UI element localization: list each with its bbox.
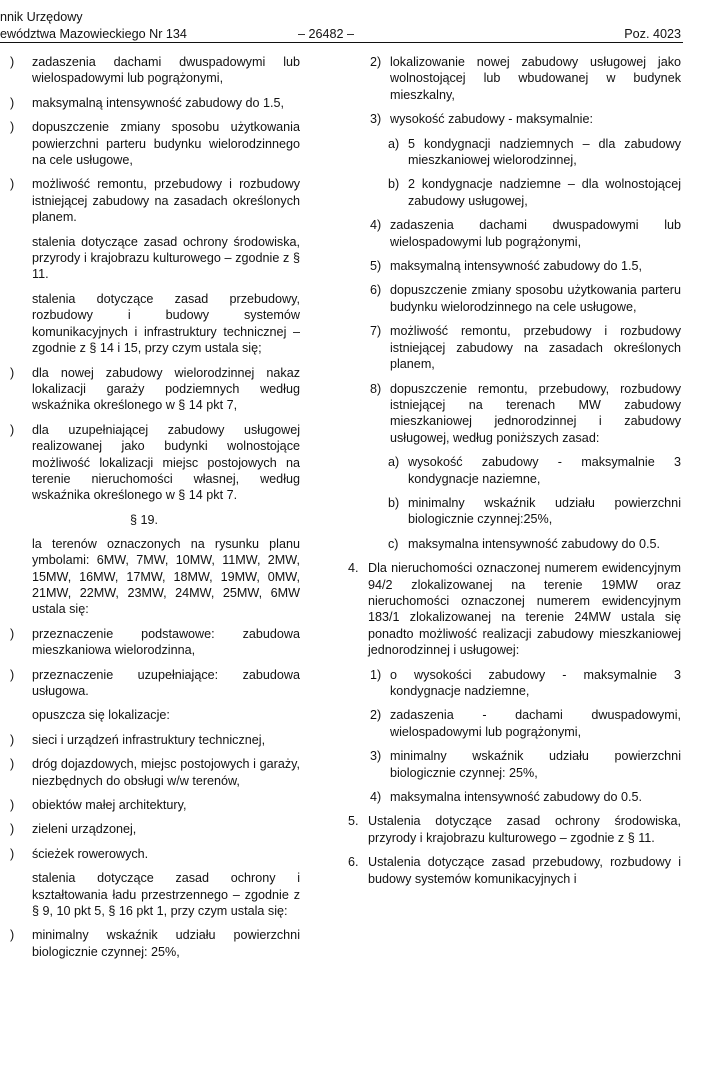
item-text: dopuszczenie zmiany sposobu użytkowania parteru budynku wielorodzinnego na cele usługowe, — [390, 283, 681, 314]
paragraph — [348, 854, 681, 887]
list-item — [0, 176, 300, 225]
item-text: lokalizowanie nowej zabudowy usługowej jako wolnostojącej lub wbudowanej w budynek mieszkalny, — [390, 55, 681, 102]
list-item — [0, 536, 300, 618]
left-column — [0, 54, 300, 968]
item-text: Ustalenia dotyczące zasad ochrony środowiska, przyrody i krajobrazu kulturowego – zgodnie z § 11. — [368, 814, 681, 845]
list-item — [348, 323, 681, 372]
item-text: dla uzupełniającej zabudowy usługowej realizowanej jako budynki wolnostojące możliwość lokalizacji miejsc postojowych na terenie nieruchomości własnej, według wskaźnika określonego w § 14 pkt 7. — [32, 422, 300, 503]
item-text: wysokość zabudowy - maksymalnie: — [390, 112, 593, 127]
list-item — [348, 258, 681, 274]
item-text: 2 kondygnacje nadziemne – dla wolnostojącej zabudowy usługowej, — [408, 177, 681, 208]
item-text: dopuszczenie zmiany sposobu użytkowania powierzchni parteru budynku wielorodzinnego na cele usługowe, — [32, 120, 300, 168]
item-text: wysokość zabudowy - maksymalnie 3 kondygnacje naziemne, — [408, 455, 681, 486]
item-text: zadaszenia dachami dwuspadowymi lub wielospadowymi lub pogrążonymi, — [32, 55, 300, 86]
list-item — [0, 422, 300, 504]
item-text: maksymalna intensywność zabudowy do 0.5. — [390, 790, 643, 805]
header-rule — [0, 42, 683, 43]
page-number: – 26482 – — [298, 27, 355, 41]
item-text: maksymalna intensywność zabudowy do 0.5. — [408, 536, 661, 551]
list-item — [348, 54, 681, 103]
item-text: możliwość remontu, przebudowy i rozbudowy istniejącej zabudowy na zasadach określonych planem, — [390, 324, 681, 372]
item-number: 2) — [370, 708, 382, 723]
list-item — [0, 927, 300, 960]
item-number: ) — [10, 120, 15, 135]
item-text: sieci i urządzeń infrastruktury technicznej, — [32, 732, 266, 747]
item-number: 6. — [348, 855, 359, 870]
item-number: 3) — [370, 112, 382, 127]
item-number: ) — [10, 732, 15, 747]
list-item — [0, 797, 300, 813]
list-item — [348, 748, 681, 781]
list-item — [348, 667, 681, 700]
list-item — [348, 707, 681, 740]
list-item — [0, 821, 300, 837]
page-header — [0, 0, 707, 44]
item-number: 8) — [370, 381, 382, 396]
item-number: 4. — [348, 561, 359, 576]
list-item — [348, 217, 681, 250]
item-text: opuszcza się lokalizacje: — [32, 708, 170, 723]
item-number: ) — [10, 667, 15, 682]
item-number: 5) — [370, 259, 382, 274]
item-number: 7) — [370, 324, 382, 339]
item-text: dopuszczenie remontu, przebudowy, rozbudowy istniejącej na terenach MW zabudowy mieszkaniowej jednorodzinnej i zabudowy usługowej, według poniższych zasad: — [390, 381, 681, 445]
item-number: ) — [10, 757, 15, 772]
item-number: b) — [388, 495, 400, 510]
list-item — [0, 234, 300, 283]
list-item — [348, 282, 681, 315]
item-number: ) — [10, 846, 15, 861]
section-heading: § 19. — [129, 512, 158, 527]
list-item — [348, 381, 681, 447]
item-number: c) — [388, 536, 399, 551]
list-item — [0, 54, 300, 87]
item-number: a) — [388, 136, 400, 151]
item-text: przeznaczenie uzupełniające: zabudowa usługowa. — [32, 667, 300, 698]
item-number: ) — [10, 422, 15, 437]
item-text: Ustalenia dotyczące zasad przebudowy, rozbudowy i budowy systemów komunikacyjnych i — [368, 855, 681, 886]
item-number: 2) — [370, 55, 382, 69]
list-item — [0, 365, 300, 414]
item-text: zadaszenia dachami dwuspadowymi lub wielospadowymi lub pogrążonymi, — [390, 218, 681, 249]
item-number: 3) — [370, 749, 382, 764]
item-text: stalenia dotyczące zasad ochrony środowiska, przyrody i krajobrazu kulturowego – zgodnie z § 11. — [32, 234, 300, 282]
item-text: ścieżek rowerowych. — [32, 846, 149, 861]
list-item — [348, 789, 681, 805]
item-number: ) — [10, 822, 15, 837]
list-item — [0, 756, 300, 789]
item-text: zieleni urządzonej, — [32, 822, 137, 837]
item-text: dla nowej zabudowy wielorodzinnej nakaz lokalizacji garaży podziemnych według wskaźnika określonego w § 14 pkt 7, — [32, 365, 300, 413]
sub-list-item — [348, 454, 681, 487]
journal-title-line1: nnik Urzędowy — [0, 10, 83, 24]
paragraph — [348, 813, 681, 846]
item-text: zadaszenia - dachami dwuspadowymi, wielospadowymi lub pogrążonymi, — [390, 708, 681, 739]
position-number: Poz. 4023 — [624, 27, 681, 41]
sub-list-item — [348, 495, 681, 528]
item-number: ) — [10, 928, 15, 943]
item-number: ) — [10, 95, 15, 110]
list-item — [0, 846, 300, 862]
item-number: 4) — [370, 218, 382, 233]
item-number: ) — [10, 55, 15, 69]
item-text: stalenia dotyczące zasad przebudowy, rozbudowy i budowy systemów komunikacyjnych i infrastruktury technicznej – zgodnie z § 14 i 15, przy czym ustala się; — [32, 291, 300, 356]
item-text: maksymalną intensywność zabudowy do 1.5, — [32, 95, 285, 110]
list-item — [0, 732, 300, 748]
list-item — [0, 707, 300, 723]
journal-title-line2: ewództwa Mazowieckiego Nr 134 — [0, 27, 187, 41]
item-text: przeznaczenie podstawowe: zabudowa mieszkaniowa wielorodzinna, — [32, 626, 300, 658]
item-text: możliwość remontu, przebudowy i rozbudowy istniejącej zabudowy na zasadach określonych planem. — [32, 177, 300, 225]
right-column — [348, 54, 681, 895]
list-item — [0, 626, 300, 659]
list-item — [0, 291, 300, 357]
sub-list-item — [348, 176, 681, 209]
item-number: a) — [388, 455, 400, 470]
item-text: Dla nieruchomości oznaczonej numerem ewidencyjnym 94/2 zlokalizowanej na terenie 19MW oraz nieruchomości oznaczonej numerem ewidencyjnym 183/1 zlokalizowanej na terenie 24MW ustala się ponadto możliwość realizacji zabudowy mieszkaniowej jednorodzinnej i usługowej: — [368, 561, 681, 658]
sub-list-item — [348, 136, 681, 169]
list-item — [0, 95, 300, 111]
item-number: b) — [388, 177, 400, 192]
item-text: stalenia dotyczące zasad ochrony i kształtowania ładu przestrzennego – zgodnie z § 9, 10 pkt 5, § 16 pkt 1, przy czym ustala się: — [32, 871, 300, 919]
list-item — [348, 111, 681, 127]
item-text: 5 kondygnacji nadziemnych – dla zabudowy mieszkaniowej wielorodzinnej, — [408, 136, 681, 168]
item-text: minimalny wskaźnik udziału powierzchni biologicznie czynnej:25%, — [408, 495, 681, 527]
item-number: 6) — [370, 283, 382, 298]
item-text: obiektów małej architektury, — [32, 798, 187, 813]
item-number: 5. — [348, 814, 359, 829]
item-number: ) — [10, 626, 15, 641]
item-number: ) — [10, 365, 15, 380]
list-item — [0, 870, 300, 919]
item-number: 1) — [370, 667, 382, 682]
item-text: minimalny wskaźnik udziału powierzchni biologicznie czynnej: 25%, — [32, 928, 300, 959]
paragraph — [348, 560, 681, 658]
item-text: maksymalną intensywność zabudowy do 1.5, — [390, 259, 643, 274]
list-item — [0, 667, 300, 700]
item-text: dróg dojazdowych, miejsc postojowych i garaży, niezbędnych do obsługi w/w terenów, — [32, 757, 300, 788]
item-text: minimalny wskaźnik udziału powierzchni biologicznie czynnej: 25%, — [390, 749, 681, 780]
item-number: 4) — [370, 790, 382, 805]
list-item — [0, 119, 300, 168]
sub-list-item — [348, 536, 681, 552]
item-number: ) — [10, 177, 15, 192]
item-number: ) — [10, 798, 15, 813]
item-text: o wysokości zabudowy - maksymalnie 3 kondygnacje nadziemne, — [390, 667, 681, 698]
item-text: la terenów oznaczonych na rysunku planu ymbolami: 6MW, 7MW, 10MW, 11MW, 2MW, 15MW, 16MW, 17MW, 18MW, 19MW, 0MW, 21MW, 22MW, 23MW, 24MW, 25MW, 6MW ustala się: — [32, 536, 300, 617]
